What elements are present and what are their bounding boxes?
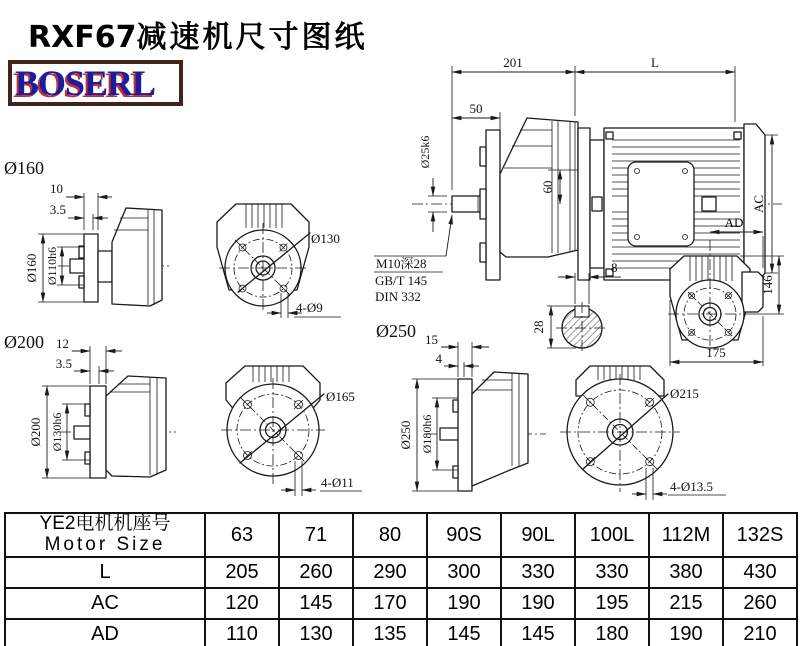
size-col: 90L	[501, 513, 575, 557]
motor-frame-window	[628, 162, 694, 246]
row-label: AD	[5, 619, 205, 646]
dim-d165: Ø165	[326, 389, 355, 404]
cell: 215	[649, 588, 723, 619]
dim-d130h6: Ø130h6	[50, 412, 64, 452]
cell: 110	[205, 619, 279, 646]
cell: 145	[501, 619, 575, 646]
header-motor-size	[5, 513, 205, 557]
dim-146: 146	[760, 275, 775, 295]
cell: 430	[723, 557, 797, 588]
header-en: Motor Size	[44, 534, 166, 555]
front215-view	[560, 366, 726, 500]
cell: 260	[279, 557, 353, 588]
cell: 145	[427, 619, 501, 646]
note-thread: M10深28	[376, 256, 427, 271]
dim-201: 201	[503, 55, 523, 70]
flange160-label: Ø160	[4, 158, 44, 178]
cell: 330	[501, 557, 575, 588]
size-col: 71	[279, 513, 353, 557]
flange200-plate	[90, 386, 106, 478]
cell: 205	[205, 557, 279, 588]
cell: 180	[575, 619, 649, 646]
cell: 190	[501, 588, 575, 619]
cell: 195	[575, 588, 649, 619]
size-col: 80	[353, 513, 427, 557]
front130-view	[217, 204, 341, 318]
dim-4xd11: 4-Ø11	[321, 475, 354, 490]
title-model: RXF67	[28, 20, 137, 55]
dim-15: 15	[425, 332, 438, 347]
table-header-row	[5, 513, 797, 557]
flange250-plate	[458, 379, 472, 491]
header-cn: YE2电机机座号	[39, 513, 171, 535]
dim-d130: Ø130	[311, 231, 340, 246]
flange250-housing	[472, 372, 528, 486]
dim-key-width: 8	[611, 260, 618, 275]
dim-key-depth: 28	[531, 320, 546, 334]
dim-3-5b: 3.5	[55, 356, 72, 371]
size-col: 132S	[723, 513, 797, 557]
cell: 135	[353, 619, 427, 646]
cell: 130	[279, 619, 353, 646]
size-col: 112M	[649, 513, 723, 557]
note-din: DIN 332	[375, 289, 421, 304]
cell: 300	[427, 557, 501, 588]
dim-4: 4	[435, 351, 442, 366]
dim-10: 10	[50, 181, 63, 196]
cell: 290	[353, 557, 427, 588]
dim-d250: Ø250	[398, 420, 413, 450]
flange160-housing	[112, 208, 162, 306]
cell: 120	[205, 588, 279, 619]
dim-4xd13-5: 4-Ø13.5	[670, 479, 713, 494]
cell: 190	[649, 619, 723, 646]
dim-AC: AC	[751, 194, 766, 214]
flange250-label: Ø250	[376, 321, 416, 341]
row-label: AC	[5, 588, 205, 619]
dim-12: 12	[56, 336, 69, 351]
front165-view	[221, 366, 362, 496]
dim-4xd9: 4-Ø9	[296, 300, 323, 315]
dim-shaft-dia: Ø25k6	[418, 135, 432, 169]
motor-size-table	[4, 512, 798, 646]
dim-AD: AD	[724, 215, 744, 230]
dim-d215: Ø215	[670, 386, 699, 401]
dim-60: 60	[540, 180, 555, 194]
cell: 145	[279, 588, 353, 619]
dim-d180: Ø180h6	[420, 414, 434, 454]
dim-L: L	[651, 55, 659, 70]
size-col: 63	[205, 513, 279, 557]
table-row-AC	[5, 588, 797, 619]
cell: 210	[723, 619, 797, 646]
title-text: 减速机尺寸图纸	[136, 20, 368, 55]
flange160-side-view	[4, 158, 172, 306]
size-col: 90S	[427, 513, 501, 557]
cell: 330	[575, 557, 649, 588]
flange200-side-view	[4, 332, 176, 478]
output-flange	[486, 130, 500, 280]
dim-d200: Ø200	[28, 417, 43, 447]
dim-175: 175	[706, 345, 726, 360]
dim-d110: Ø110h6	[45, 246, 59, 286]
row-label: L	[5, 557, 205, 588]
flange200-label: Ø200	[4, 332, 44, 352]
brand-logo-text: BOSERL	[15, 62, 156, 103]
table-row-AD	[5, 619, 797, 646]
dim-d160: Ø160	[24, 253, 39, 283]
dim-50: 50	[469, 101, 483, 116]
gear-housing	[500, 118, 578, 257]
cell: 380	[649, 557, 723, 588]
dim-3-5: 3.5	[49, 202, 66, 217]
note-gbt: GB/T 145	[375, 273, 428, 288]
cell: 170	[353, 588, 427, 619]
cell: 260	[723, 588, 797, 619]
flange160-plate	[84, 234, 98, 302]
size-col: 100L	[575, 513, 649, 557]
table-row-L	[5, 557, 797, 588]
cell: 190	[427, 588, 501, 619]
flange250-side-view	[376, 321, 546, 491]
